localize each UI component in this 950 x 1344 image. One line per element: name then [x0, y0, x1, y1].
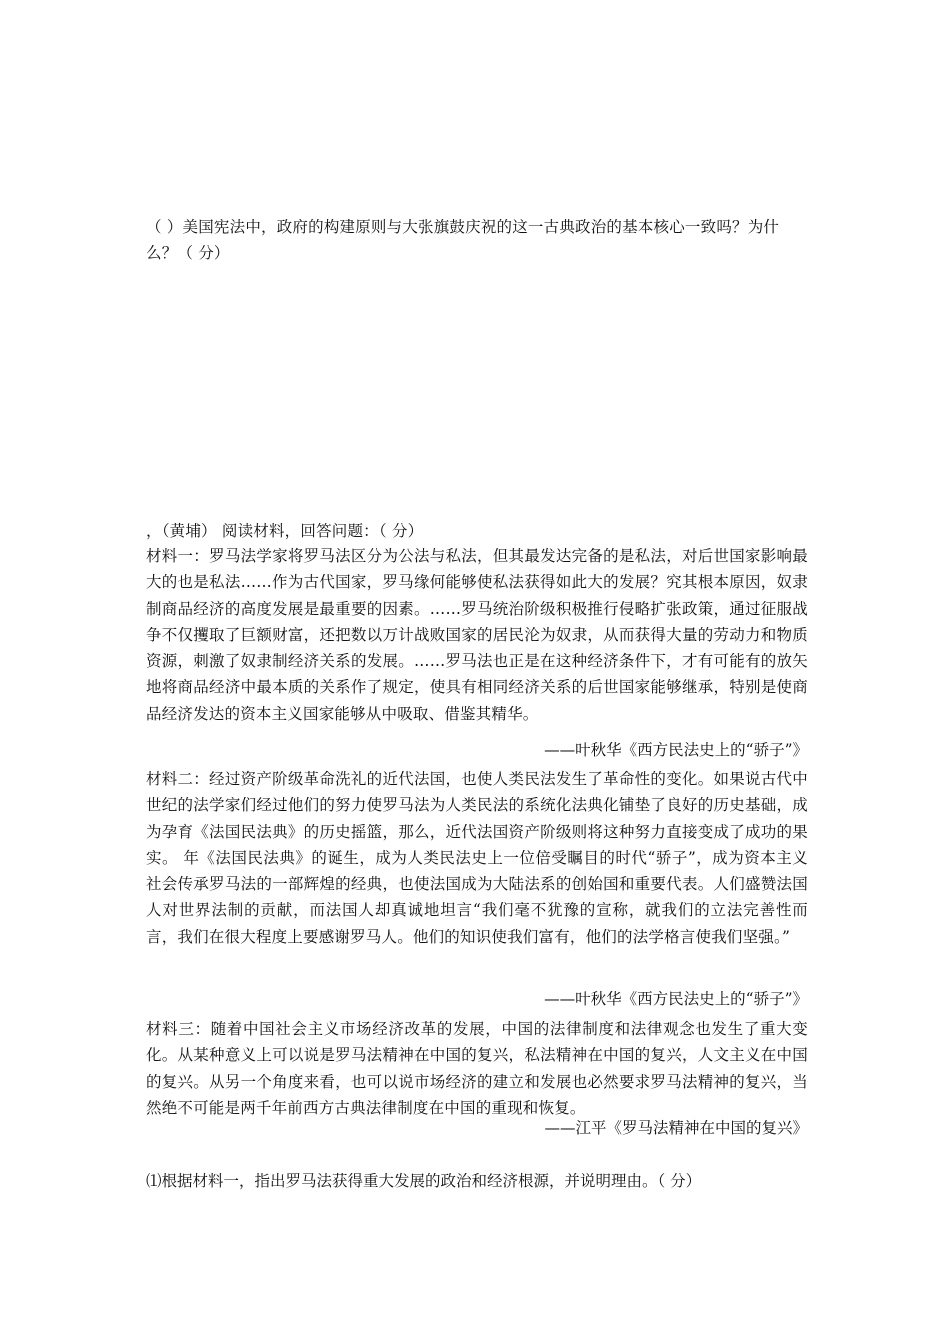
- sub-question-1: ⑴根据材料一，指出罗马法获得重大发展的政治和经济根源，并说明理由。（ 分）: [146, 1172, 702, 1190]
- question-2-header: ，（黄埔） 阅读材料，回答问题：（ 分）: [146, 522, 424, 540]
- material-1-source: ——叶秋华《西方民法史上的“骄子”》: [544, 741, 808, 759]
- material-3-text: 材料三：随着中国社会主义市场经济改革的发展，中国的法律制度和法律观念也发生了重大变化。从某种意义上可以说是罗马法精神在中国的复兴，私法精神在中国的复兴，人文主义在中国的复兴。从另一个角度来看，也可以说市场经济的建立和发展也必然要求罗马法精神的复兴，当然绝不可能是两千年前西方古典法律制度在中国的重现和恢复。: [146, 1020, 808, 1117]
- question-1-text: （ ）美国宪法中，政府的构建原则与大张旗鼓庆祝的这一古典政治的基本核心一致吗？为什么？（ 分）: [146, 218, 780, 262]
- material-2-text: 材料二：经过资产阶级革命洗礼的近代法国，也使人类民法发生了革命性的变化。如果说古代中世纪的法学家们经过他们的努力使罗马法为人类民法的系统化法典化铺垫了良好的历史基础，成为孕育《法国民法典》的历史摇篮，那么，近代法国资产阶级则将这种努力直接变成了成功的果实。 年《法国民法典》的诞生，成为人类民法史上一位倍受瞩目的时代“骄子”，成为资本主义社会传承罗马法的一部辉煌的经典，也使法国成为大陆法系的创始国和重要代表。人们盛赞法国人对世界法制的贡献，而法国人却真诚地坦言“我们毫不犹豫的宣称，就我们的立法完善性而言，我们在很大程度上要感谢罗马人。他们的知识使我们富有，他们的法学格言使我们坚强。”: [146, 770, 808, 946]
- material-3-source: ——江平《罗马法精神在中国的复兴》: [544, 1119, 808, 1137]
- material-2-source: ——叶秋华《西方民法史上的“骄子”》: [544, 990, 808, 1008]
- material-1-text: 材料一：罗马法学家将罗马法区分为公法与私法，但其最发达完备的是私法，对后世国家影响最大的也是私法……作为古代国家，罗马缘何能够使私法获得如此大的发展？究其根本原因，奴隶制商品经济的高度发展是最重要的因素。……罗马统治阶级积极推行侵略扩张政策，通过征服战争不仅攫取了巨额财富，还把数以万计战败国家的居民沦为奴隶，从而获得大量的劳动力和物质资源，刺激了奴隶制经济关系的发展。……罗马法也正是在这种经济条件下，才有可能有的放矢地将商品经济中最本质的关系作了规定，使具有相同经济关系的后世国家能够继承，特别是使商品经济发达的资本主义国家能够从中吸取、借鉴其精华。: [146, 547, 808, 723]
